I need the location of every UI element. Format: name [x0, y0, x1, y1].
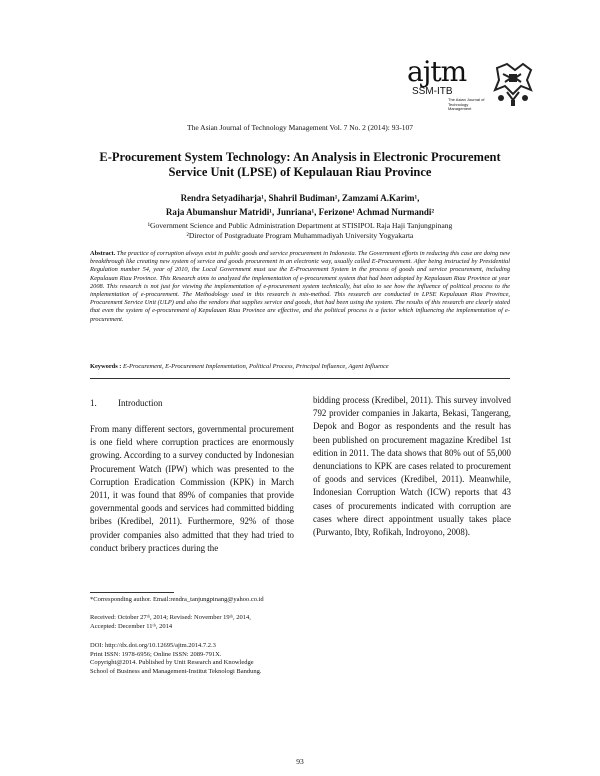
logo-caption-line: The Asian Journal of — [448, 97, 485, 102]
abstract-label: Abstract. — [90, 250, 116, 257]
left-column-text: From many different sectors, governmental procurement is one field where corruption practices are enormously growing. According to a survey conducted by Indonesian Procurement Watch (IPW) which was presented to the Corruption Eradication Commission (KPK) in March 2011, it was found that 89% of companies that provide governmental goods and services had committed bidding bribes (Kredibel, 2011). Furthermore, 92% of those provider companies also admitted that they had tried to conduct bribery practices during the — [90, 424, 294, 553]
issn: Print ISSN: 1978-6956; Online ISSN: 2089-791X. — [90, 650, 222, 658]
abstract — [90, 250, 510, 324]
copyright: Copyright@2014. Published by Unit Research and Knowledge — [90, 659, 254, 666]
date-line: Accepted: December 11ᵗʰ, 2014 — [90, 622, 173, 630]
page-number: 93 — [296, 757, 304, 766]
section-title: Introduction — [118, 398, 163, 408]
keywords — [90, 363, 510, 371]
keywords-label: Keywords : — [90, 363, 122, 370]
author-list — [90, 191, 510, 219]
keywords-text: E-Procurement, E-Procurement Implementation, Political Process, Principal Influence, Agent Influence — [121, 363, 389, 370]
title-line: Service Unit (LPSE) of Kepulauan Riau Province — [168, 165, 432, 179]
logo-main-text: ajtm — [407, 55, 467, 88]
footnote-divider — [90, 592, 174, 593]
section-heading — [90, 398, 163, 408]
right-column-text: bidding process (Kredibel, 2011). This survey involved 792 provider companies in Jakarta, Bekasi, Tangerang, Depok and Bogor as respondents and the result has been published on procurement magazine Kredibel 1st edition in 2011. The data shows that 80% out of 55,000 denunciations to KPK are cases related to procurement of goods and services (Kredibel, 2011). Meanwhile, Indonesian Corruption Watch (ICW) reports that 43 cases of procurements indicated with corruption are cases where direct appointment usually takes place (Purwanto, Ibty, Rofikah, Indroyono, 2008). — [313, 395, 511, 538]
affiliation-line: ¹Government Science and Public Administration Department at STISIPOL Raja Haji Tanjungpinang — [147, 221, 453, 230]
logo-caption-line: Technology Management — [448, 101, 472, 111]
journal-citation: The Asian Journal of Technology Management Vol. 7 No. 2 (2014): 93-107 — [187, 123, 413, 132]
author-line: Raja Abumanshur Matridi¹, Junriana¹, Ferizone¹ Achmad Nurmandi² — [165, 207, 435, 217]
logo-emblem-icon — [493, 62, 533, 108]
author-line: Rendra Setyadiharja¹, Shahril Budiman¹, Zamzami A.Karim¹, — [180, 193, 420, 203]
logo-sub-text: SSM-ITB — [412, 86, 453, 97]
journal-logo — [403, 55, 533, 111]
title-line: E-Procurement System Technology: An Analysis in Electronic Procurement — [99, 150, 501, 164]
publication-info — [90, 642, 350, 676]
logo-caption — [448, 98, 492, 112]
publisher: School of Business and Management-Institut Teknologi Bandung. — [90, 667, 262, 675]
date-line: Received: October 27ᵗʰ, 2014; Revised: November 19ᵗʰ, 2014, — [90, 614, 251, 621]
abstract-text: The practice of corruption always exist in public goods and service procurement in Indonesia. The Government efforts in reducing this case are doing new breakthrough like creating new system of service and goods procurement in an electronic way, usually called E-Procurement. After being instructed by Presidential Regulation number 54, year of 2010, the Local Government must use the E-Procurement System in the process of goods and service procurement, including Kepulauan Riau Province. This Research aims to analyzed the implementation of e-procurement system that had been adopted by Kepulauan Riau Province at year 2008. This research is not just for viewing the implementation of e-procurement system technically, but also to see how the influence of political process to the implementation of e-procurement. The Methodology used in this research is mix-method. This research are conducted in LPSE Kepulauan Riau Province, Procurement Service Unit (ULP) and also the vendors that supplies service and goods, that had been using the system. The results of this research are clearly stated that even the system of e-procurement of Kepulauan Riau Province are effective, and the political process is a factor which influencing the implementation of e-procurement. — [90, 250, 510, 323]
corresponding-author-note: *Corresponding author. Email:rendra_tanjungpinang@yahoo.co.id — [90, 596, 264, 603]
doi: DOI: http://dx.doi.org/10.12695/ajtm.2014.7.2.3 — [90, 642, 216, 649]
divider — [90, 378, 510, 379]
affiliations — [90, 221, 510, 241]
affiliation-line: ²Director of Postgraduate Program Muhammadiyah University Yogyakarta — [186, 231, 414, 240]
paper-title — [90, 150, 510, 180]
article-dates — [90, 614, 350, 631]
section-number: 1. — [90, 398, 97, 408]
